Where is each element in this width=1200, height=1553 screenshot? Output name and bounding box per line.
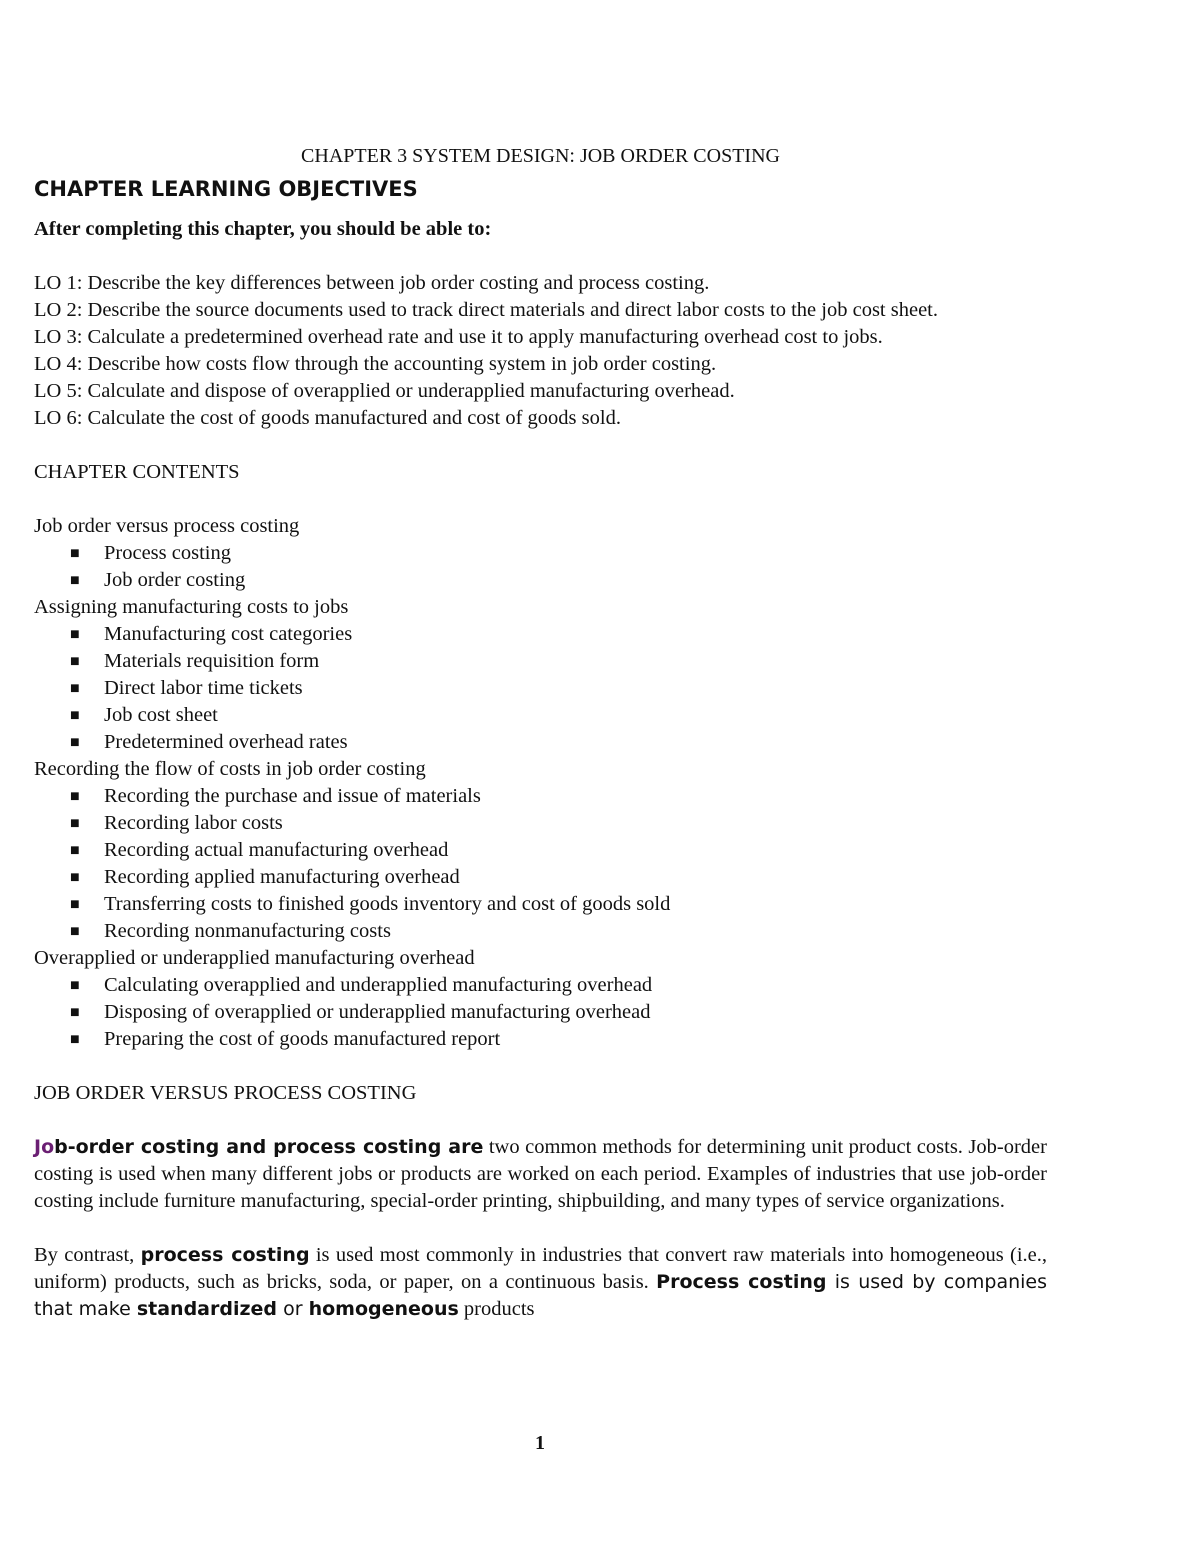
- contents-subtopic: ■ Recording actual manufacturing overhead: [34, 837, 1047, 864]
- paragraph-text: is used most commonly in industries that convert raw materials into homogeneous (i.e., uniform) products, such as bricks, soda, or paper, on a continuous basis.: [34, 1244, 1047, 1293]
- square-bullet-icon: ■: [70, 734, 80, 751]
- paragraph-text: By contrast,: [34, 1244, 141, 1266]
- learning-objectives-list: [34, 270, 1047, 432]
- square-bullet-icon: ■: [70, 1004, 80, 1021]
- contents-subtopic: ■ Disposing of overapplied or underapplied manufacturing overhead: [34, 999, 1047, 1026]
- chapter-title: CHAPTER 3 SYSTEM DESIGN: JOB ORDER COSTING: [301, 145, 780, 167]
- square-bullet-icon: ■: [70, 815, 80, 832]
- square-bullet-icon: ■: [70, 653, 80, 670]
- contents-subtopics: [34, 621, 1047, 756]
- square-bullet-icon: ■: [70, 545, 80, 562]
- learning-objective: LO 5: Calculate and dispose of overapplied or underapplied manufacturing overhead.: [34, 380, 735, 402]
- chapter-contents: [34, 513, 1047, 1053]
- learning-objective: LO 6: Calculate the cost of goods manufactured and cost of goods sold.: [34, 407, 621, 429]
- objectives-intro: After completing this chapter, you should be able to:: [34, 218, 492, 240]
- square-bullet-icon: ■: [70, 680, 80, 697]
- learning-objective: LO 2: Describe the source documents used to track direct materials and direct labor costs to the job cost sheet.: [34, 299, 938, 321]
- square-bullet-icon: ■: [70, 572, 80, 589]
- square-bullet-icon: ■: [70, 842, 80, 859]
- contents-subtopic: ■ Job order costing: [34, 567, 1047, 594]
- contents-subtopic: ■ Process costing: [34, 540, 1047, 567]
- contents-subtopic: ■ Transferring costs to finished goods inventory and cost of goods sold: [34, 891, 1047, 918]
- square-bullet-icon: ■: [70, 1031, 80, 1048]
- contents-subtopic: ■ Job cost sheet: [34, 702, 1047, 729]
- section-heading: JOB ORDER VERSUS PROCESS COSTING: [34, 1082, 417, 1104]
- contents-subtopic: ■ Recording the purchase and issue of materials: [34, 783, 1047, 810]
- objectives-heading: CHAPTER LEARNING OBJECTIVES: [34, 177, 418, 201]
- contents-heading: CHAPTER CONTENTS: [34, 461, 240, 483]
- square-bullet-icon: ■: [70, 626, 80, 643]
- contents-subtopics: [34, 783, 1047, 945]
- paragraph-text: is used by companies that make: [34, 1271, 1047, 1320]
- square-bullet-icon: ■: [70, 869, 80, 886]
- bold-term: process costing: [140, 1244, 310, 1266]
- learning-objective: LO 3: Calculate a predetermined overhead rate and use it to apply manufacturing overhead cost to jobs.: [34, 326, 883, 348]
- contents-subtopic: ■ Calculating overapplied and underapplied manufacturing overhead: [34, 972, 1047, 999]
- bold-text: b-order costing and process costing are: [54, 1136, 484, 1158]
- paragraph-text: two common methods for determining unit product costs. Job-order costing is used when many different jobs or products are worked on each period. Examples of industries that use job-order costing include furniture manufacturing, special-order printing, shipbuilding, and many types of service organizations.: [34, 1136, 1047, 1212]
- learning-objective: LO 4: Describe how costs flow through the accounting system in job order costing.: [34, 353, 717, 375]
- square-bullet-icon: ■: [70, 923, 80, 940]
- bold-term: homogeneous: [308, 1298, 459, 1320]
- learning-objective: LO 1: Describe the key differences between job order costing and process costing.: [34, 272, 710, 294]
- paragraph-text: or: [277, 1298, 309, 1320]
- contents-topic: Job order versus process costing: [34, 515, 300, 537]
- paragraph-text: products: [458, 1298, 535, 1320]
- contents-subtopic: ■ Materials requisition form: [34, 648, 1047, 675]
- bold-term: Process costing: [656, 1271, 827, 1293]
- page-number: 1: [535, 1432, 545, 1454]
- contents-topic: Assigning manufacturing costs to jobs: [34, 596, 349, 618]
- contents-subtopic: ■ Manufacturing cost categories: [34, 621, 1047, 648]
- contents-subtopic: ■ Recording labor costs: [34, 810, 1047, 837]
- contents-subtopic: ■ Predetermined overhead rates: [34, 729, 1047, 756]
- contents-subtopic: ■ Preparing the cost of goods manufactured report: [34, 1026, 1047, 1053]
- contents-subtopic: ■ Recording nonmanufacturing costs: [34, 918, 1047, 945]
- accent-text: Jo: [34, 1136, 55, 1158]
- body-paragraph: [34, 1134, 1047, 1215]
- page-content: [34, 140, 1047, 1323]
- square-bullet-icon: ■: [70, 896, 80, 913]
- contents-subtopics: [34, 540, 1047, 594]
- bold-term: standardized: [136, 1298, 278, 1320]
- contents-subtopics: [34, 972, 1047, 1053]
- square-bullet-icon: ■: [70, 707, 80, 724]
- contents-subtopic: ■ Recording applied manufacturing overhead: [34, 864, 1047, 891]
- body-paragraph: [34, 1242, 1047, 1323]
- square-bullet-icon: ■: [70, 788, 80, 805]
- contents-topic: Recording the flow of costs in job order costing: [34, 758, 426, 780]
- contents-topic: Overapplied or underapplied manufacturing overhead: [34, 947, 475, 969]
- square-bullet-icon: ■: [70, 977, 80, 994]
- contents-subtopic: ■ Direct labor time tickets: [34, 675, 1047, 702]
